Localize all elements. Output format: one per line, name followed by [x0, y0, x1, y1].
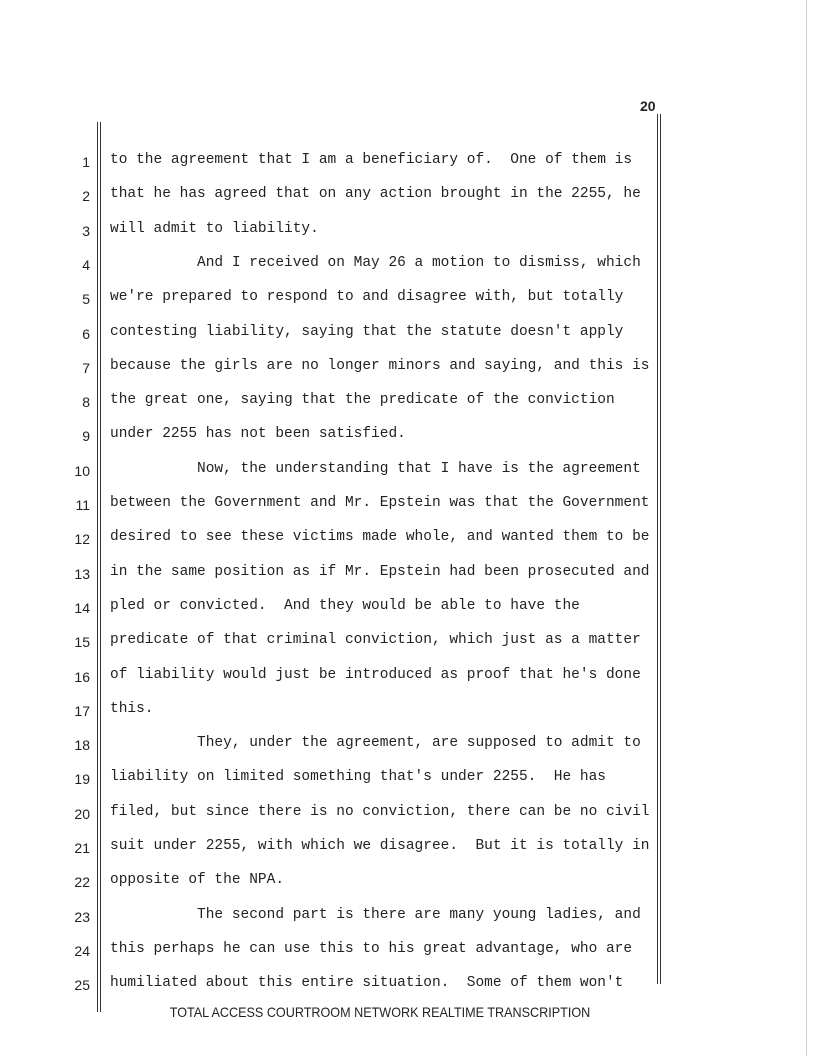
transcript-line — [0, 836, 817, 870]
transcript-line — [0, 596, 817, 630]
transcript-line — [0, 939, 817, 973]
line-text: will admit to liability. — [110, 220, 319, 237]
transcript-line — [0, 733, 817, 767]
line-number: 14 — [74, 599, 90, 616]
transcript-line — [0, 699, 817, 733]
transcript-line — [0, 767, 817, 801]
line-text: suit under 2255, with which we disagree. But it is totally in — [110, 838, 650, 854]
transcript-line — [0, 390, 817, 424]
line-text: this perhaps he can use this to his great advantage, who are — [110, 940, 633, 957]
line-number: 17 — [74, 702, 90, 719]
line-text: under 2255 has not been satisfied. — [110, 426, 406, 443]
transcript-line — [0, 802, 817, 836]
line-number: 22 — [74, 874, 90, 891]
line-number: 9 — [82, 428, 90, 445]
line-number: 1 — [82, 154, 90, 170]
line-number: 10 — [74, 462, 90, 479]
line-text: we're prepared to respond to and disagree with, but totally — [110, 289, 624, 306]
line-text: opposite of the NPA. — [110, 872, 285, 889]
line-text: of liability would just be introduced as proof that he's done — [110, 666, 641, 683]
line-text: humiliated about this entire situation. Some of them won't — [110, 975, 624, 992]
transcript-line — [0, 287, 817, 321]
transcript-line — [0, 973, 817, 1007]
line-text: predicate of that criminal conviction, which just as a matter — [110, 632, 641, 649]
line-text: filed, but since there is no conviction, there can be no civil — [110, 803, 650, 820]
line-text: because the girls are no longer minors and saying, and this is — [110, 357, 650, 374]
line-text: Now, the understanding that I have is the agreement — [110, 460, 641, 477]
line-number: 13 — [74, 565, 90, 582]
transcript-line — [0, 459, 817, 493]
line-text: liability on limited something that's under 2255. He has — [110, 769, 606, 786]
line-number: 25 — [74, 977, 90, 994]
page-number: 20 — [640, 98, 656, 114]
line-number: 23 — [74, 908, 90, 925]
transcript-line — [0, 184, 817, 218]
line-text: in the same position as if Mr. Epstein had been prosecuted and — [110, 563, 650, 580]
transcript-line — [0, 219, 817, 253]
line-number: 6 — [82, 325, 90, 342]
line-number: 24 — [74, 942, 90, 959]
transcript-line — [0, 493, 817, 527]
transcript-line — [0, 253, 817, 287]
transcript-line — [0, 356, 817, 390]
transcript-line — [0, 562, 817, 596]
line-text: The second part is there are many young ladies, and — [110, 906, 641, 923]
line-number: 21 — [74, 840, 90, 856]
line-number: 5 — [82, 291, 90, 308]
line-number: 8 — [82, 394, 90, 411]
line-number: 20 — [74, 805, 90, 822]
line-number: 18 — [74, 737, 90, 754]
line-number: 4 — [82, 256, 90, 273]
transcript-line — [0, 630, 817, 664]
line-text: desired to see these victims made whole, and wanted them to be — [110, 529, 650, 546]
line-text: pled or convicted. And they would be able to have the — [110, 597, 580, 614]
line-number: 15 — [74, 634, 90, 651]
line-text: And I received on May 26 a motion to dismiss, which — [110, 254, 641, 271]
line-text: contesting liability, saying that the statute doesn't apply — [110, 323, 624, 340]
line-text: to the agreement that I am a beneficiary of. One of them is — [110, 152, 633, 168]
line-text: the great one, saying that the predicate of the conviction — [110, 392, 615, 409]
line-number: 11 — [75, 497, 90, 513]
line-text: this. — [110, 700, 154, 717]
transcript-line — [0, 424, 817, 458]
footer: TOTAL ACCESS COURTROOM NETWORK REALTIME TRANSCRIPTION — [169, 1004, 591, 1020]
transcript-line — [0, 905, 817, 939]
transcript-line — [0, 665, 817, 699]
transcript-line — [0, 870, 817, 904]
line-text: that he has agreed that on any action brought in the 2255, he — [110, 186, 641, 203]
line-number: 19 — [74, 771, 90, 788]
line-number: 3 — [82, 222, 90, 239]
line-number: 12 — [74, 531, 90, 548]
line-number: 7 — [82, 359, 90, 376]
transcript-line — [0, 150, 817, 184]
line-number: 2 — [82, 188, 90, 205]
line-text: between the Government and Mr. Epstein was that the Government — [110, 495, 650, 511]
transcript-line — [0, 527, 817, 561]
transcript-line — [0, 322, 817, 356]
line-number: 16 — [74, 668, 90, 685]
line-text: They, under the agreement, are supposed to admit to — [110, 735, 641, 752]
